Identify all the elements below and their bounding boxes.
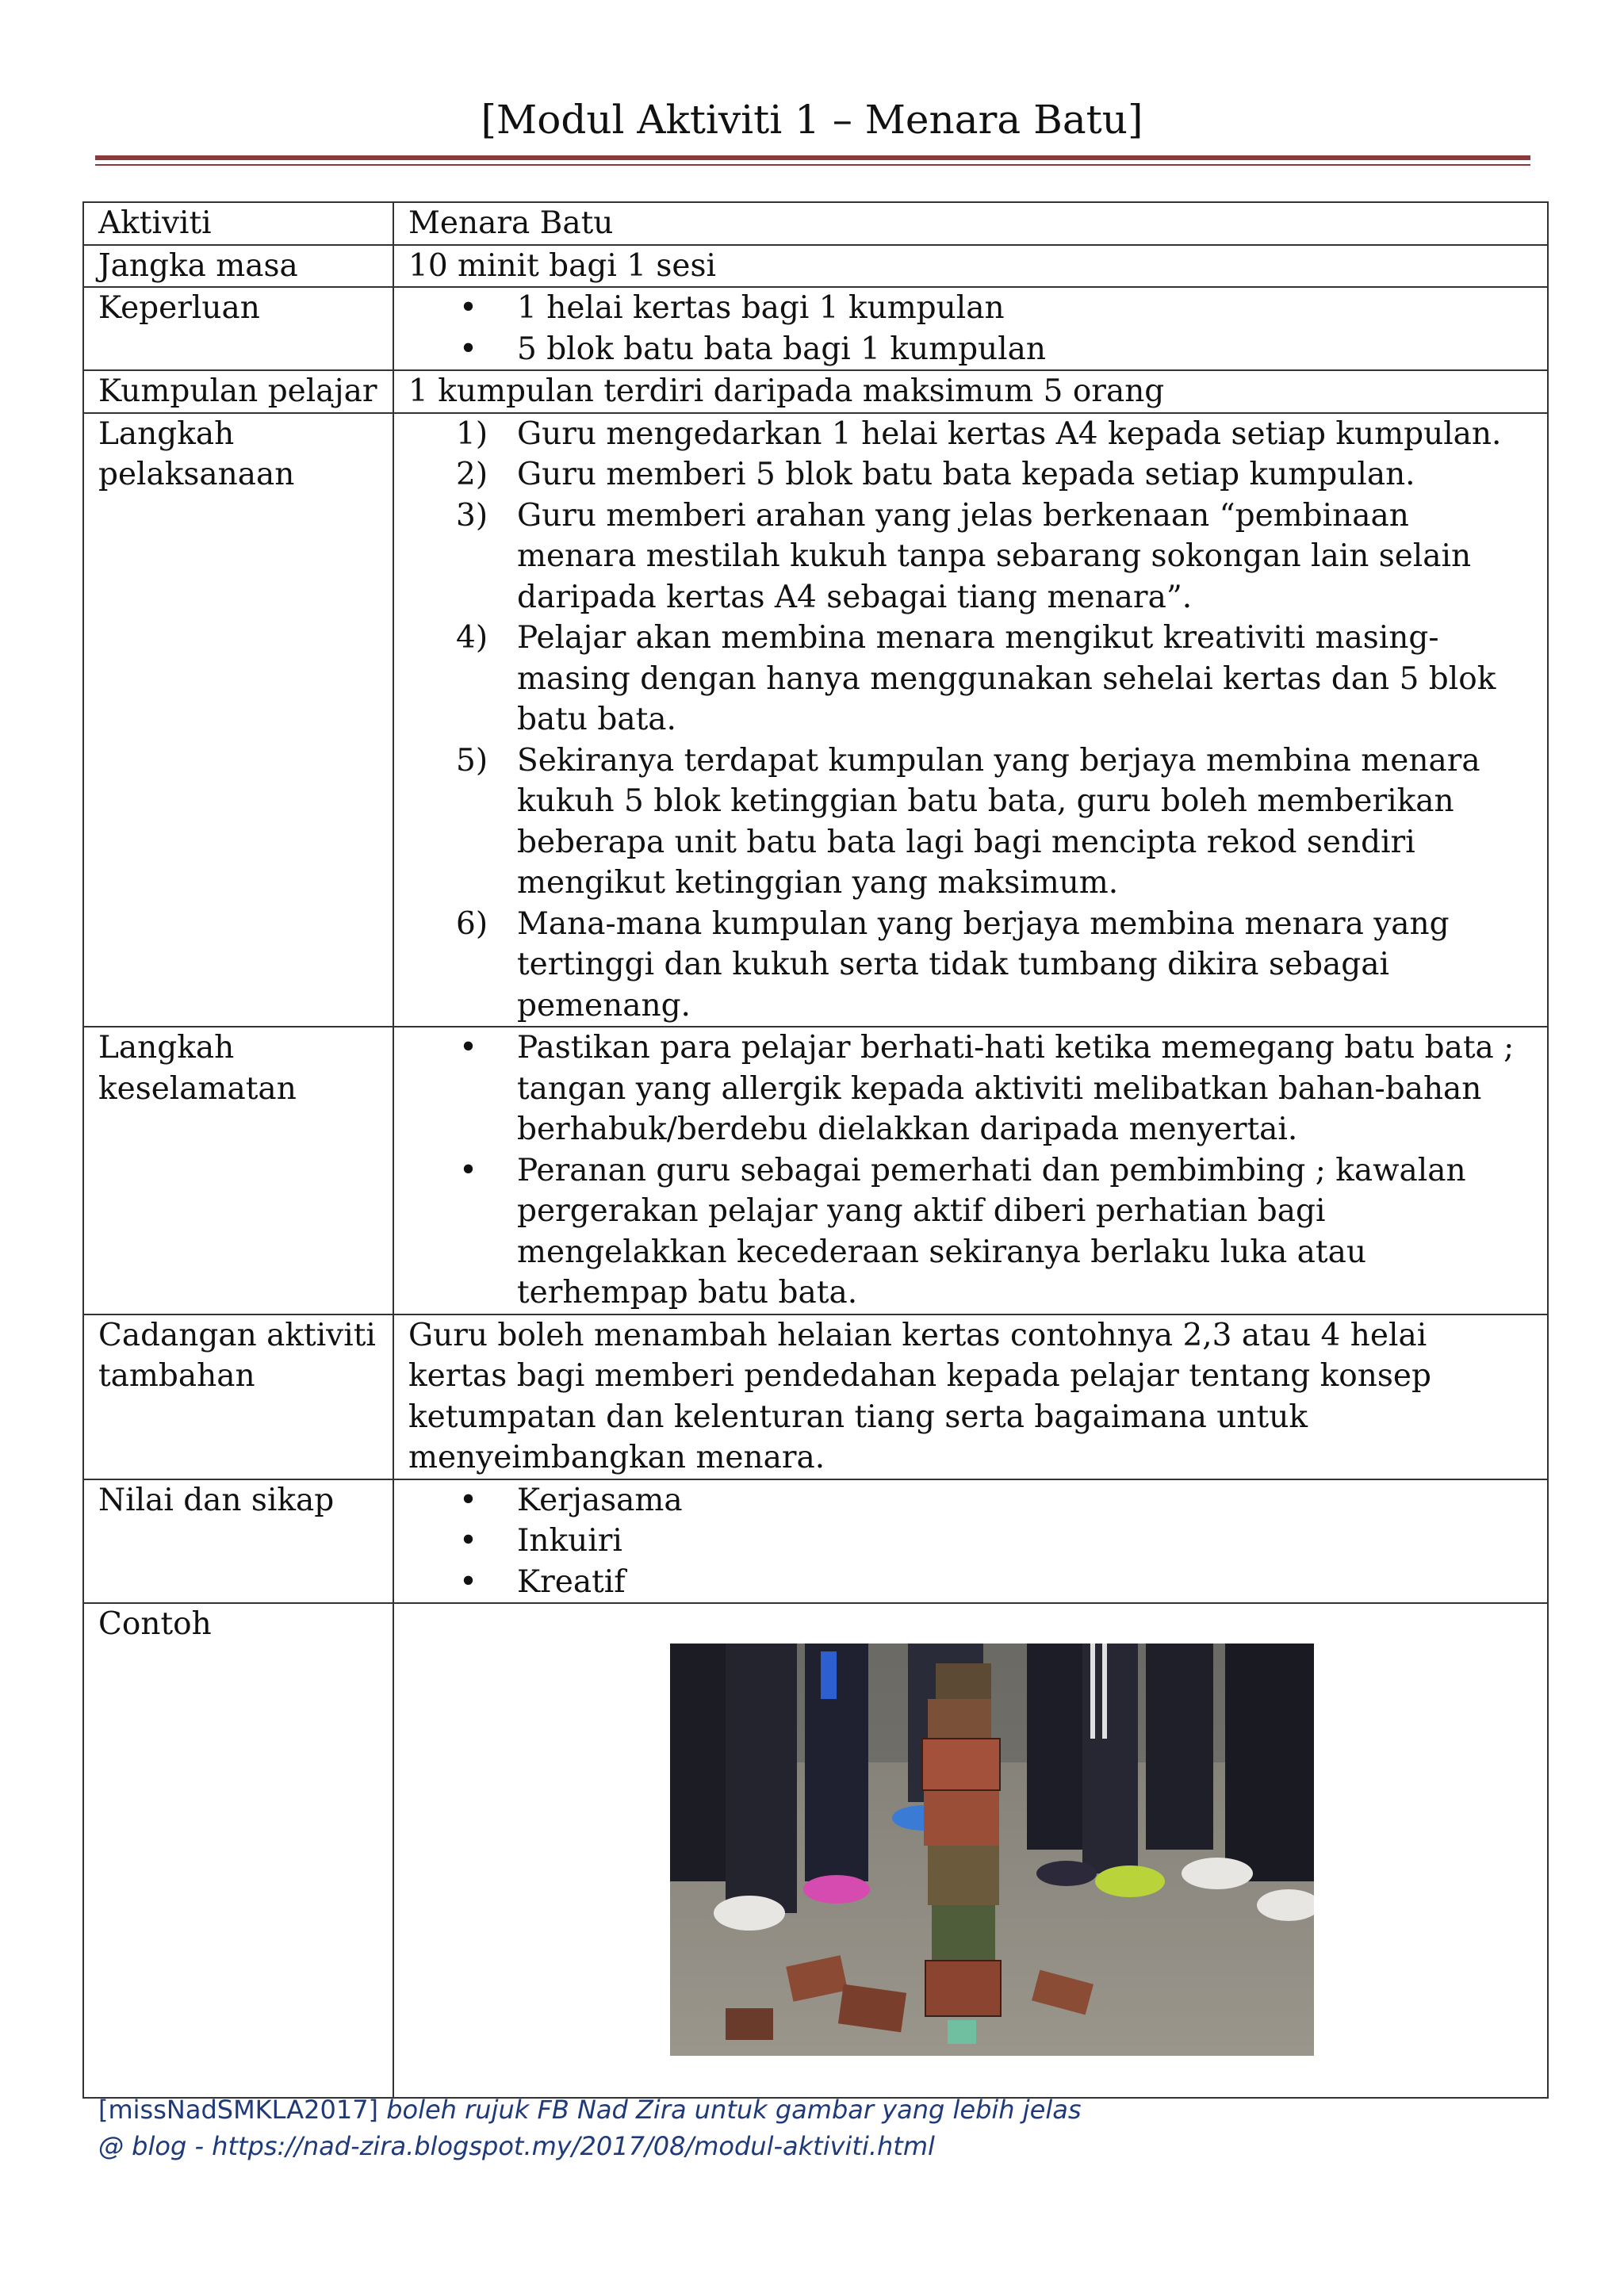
footer: [98, 2091, 1081, 2164]
step-number: 3): [456, 497, 488, 534]
value-langkah-keselamatan: [393, 1027, 1548, 1314]
page-title: [Modul Aktiviti 1 – Menara Batu]: [481, 97, 1143, 143]
step-text: Guru mengedarkan 1 helai kertas A4 kepada setiap kumpulan.: [517, 415, 1502, 452]
list-item: • 5 blok batu bata bagi 1 kumpulan: [408, 329, 1534, 370]
list-item: [408, 496, 1534, 618]
step-number: 5): [456, 742, 488, 779]
row-cadangan: [83, 1314, 1548, 1479]
keperluan-list: [408, 288, 1534, 369]
list-item: • Kerjasama: [408, 1480, 1534, 1521]
label-keperluan: Keperluan: [83, 287, 393, 370]
value-aktiviti: Menara Batu: [393, 202, 1548, 245]
row-langkah-keselamatan: [83, 1027, 1548, 1314]
step-number: 4): [456, 620, 488, 656]
activity-table: [82, 201, 1549, 2099]
label-contoh: Contoh: [83, 1603, 393, 2098]
list-item: • Inkuiri: [408, 1521, 1534, 1562]
row-aktiviti: [83, 202, 1548, 245]
step-number: 2): [456, 457, 488, 492]
step-text: Mana-mana kumpulan yang berjaya membina menara yang tertinggi dan kukuh serta tidak tumbang dikira sebagai pemenang.: [517, 905, 1450, 1024]
list-item: • Peranan guru sebagai pemerhati dan pembimbing ; kawalan pergerakan pelajar yang aktif diberi perhatian bagi mengelakkan kecederaan sekiranya berlaku luka atau terhempap batu bata.: [408, 1150, 1534, 1314]
list-item: • Pastikan para pelajar berhati-hati ketika memegang batu bata ; tangan yang allergik kepada aktiviti melibatkan bahan-bahan berhabuk/berdebu dielakkan daripada menyertai.: [408, 1027, 1534, 1150]
header-rule-thick: [95, 155, 1530, 160]
step-text: Guru memberi 5 blok batu bata kepada setiap kumpulan.: [517, 457, 1415, 492]
nilai-list: [408, 1480, 1534, 1603]
label-langkah-keselamatan: Langkah keselamatan: [83, 1027, 393, 1314]
label-cadangan: Cadangan aktiviti tambahan: [83, 1314, 393, 1479]
value-nilai: [393, 1479, 1548, 1604]
footer-blog-link[interactable]: @ blog - https://nad-zira.blogspot.my/2017/08/modul-aktiviti.html: [98, 2131, 935, 2161]
list-item: • 1 helai kertas bagi 1 kumpulan: [408, 288, 1534, 329]
list-item: [408, 454, 1534, 496]
label-nilai: Nilai dan sikap: [83, 1479, 393, 1604]
example-photo: [670, 1644, 1314, 2056]
step-number: 6): [456, 905, 488, 942]
label-langkah-pelaksanaan: Langkah pelaksanaan: [83, 413, 393, 1027]
list-item: [408, 740, 1534, 904]
brick-tower-photo-illustration: [670, 1644, 1314, 2056]
header-rule-thin: [95, 164, 1530, 166]
list-item: [408, 414, 1534, 455]
row-keperluan: [83, 287, 1548, 370]
step-number: 1): [456, 415, 488, 452]
pelaksanaan-list: [408, 414, 1534, 1027]
value-kumpulan: 1 kumpulan terdiri daripada maksimum 5 orang: [393, 370, 1548, 413]
row-nilai: [83, 1479, 1548, 1604]
step-text: Guru memberi arahan yang jelas berkenaan “pembinaan menara mestilah kukuh tanpa sebarang sokongan lain selain daripada kertas A4 sebagai tiang menara”.: [517, 497, 1472, 615]
keselamatan-list: [408, 1027, 1534, 1314]
row-contoh: [83, 1603, 1548, 2098]
value-jangka-masa: 10 minit bagi 1 sesi: [393, 245, 1548, 288]
footer-tag: [missNadSMKLA2017]: [98, 2095, 379, 2125]
value-contoh: [393, 1603, 1548, 2098]
value-langkah-pelaksanaan: [393, 413, 1548, 1027]
label-kumpulan: Kumpulan pelajar: [83, 370, 393, 413]
list-item: [408, 904, 1534, 1027]
footer-line-1: [98, 2091, 1081, 2128]
list-item: [408, 618, 1534, 740]
step-text: Pelajar akan membina menara mengikut kreativiti masing-masing dengan hanya menggunakan sehelai kertas dan 5 blok batu bata.: [517, 620, 1496, 737]
label-jangka-masa: Jangka masa: [83, 245, 393, 288]
label-aktiviti: Aktiviti: [83, 202, 393, 245]
row-langkah-pelaksanaan: [83, 413, 1548, 1027]
value-keperluan: [393, 287, 1548, 370]
step-text: Sekiranya terdapat kumpulan yang berjaya membina menara kukuh 5 blok ketinggian batu bata, guru boleh memberikan beberapa unit batu bata lagi bagi mencipta rekod sendiri mengikut ketinggian yang maksimum.: [517, 742, 1480, 901]
list-item: • Kreatif: [408, 1562, 1534, 1603]
row-jangka-masa: [83, 245, 1548, 288]
footer-note: boleh rujuk FB Nad Zira untuk gambar yang lebih jelas: [386, 2095, 1082, 2125]
value-cadangan: Guru boleh menambah helaian kertas contohnya 2,3 atau 4 helai kertas bagi memberi pendedahan kepada pelajar tentang konsep ketumpatan dan kelenturan tiang serta bagaimana untuk menyeimbangkan menara.: [393, 1314, 1548, 1479]
row-kumpulan: [83, 370, 1548, 413]
